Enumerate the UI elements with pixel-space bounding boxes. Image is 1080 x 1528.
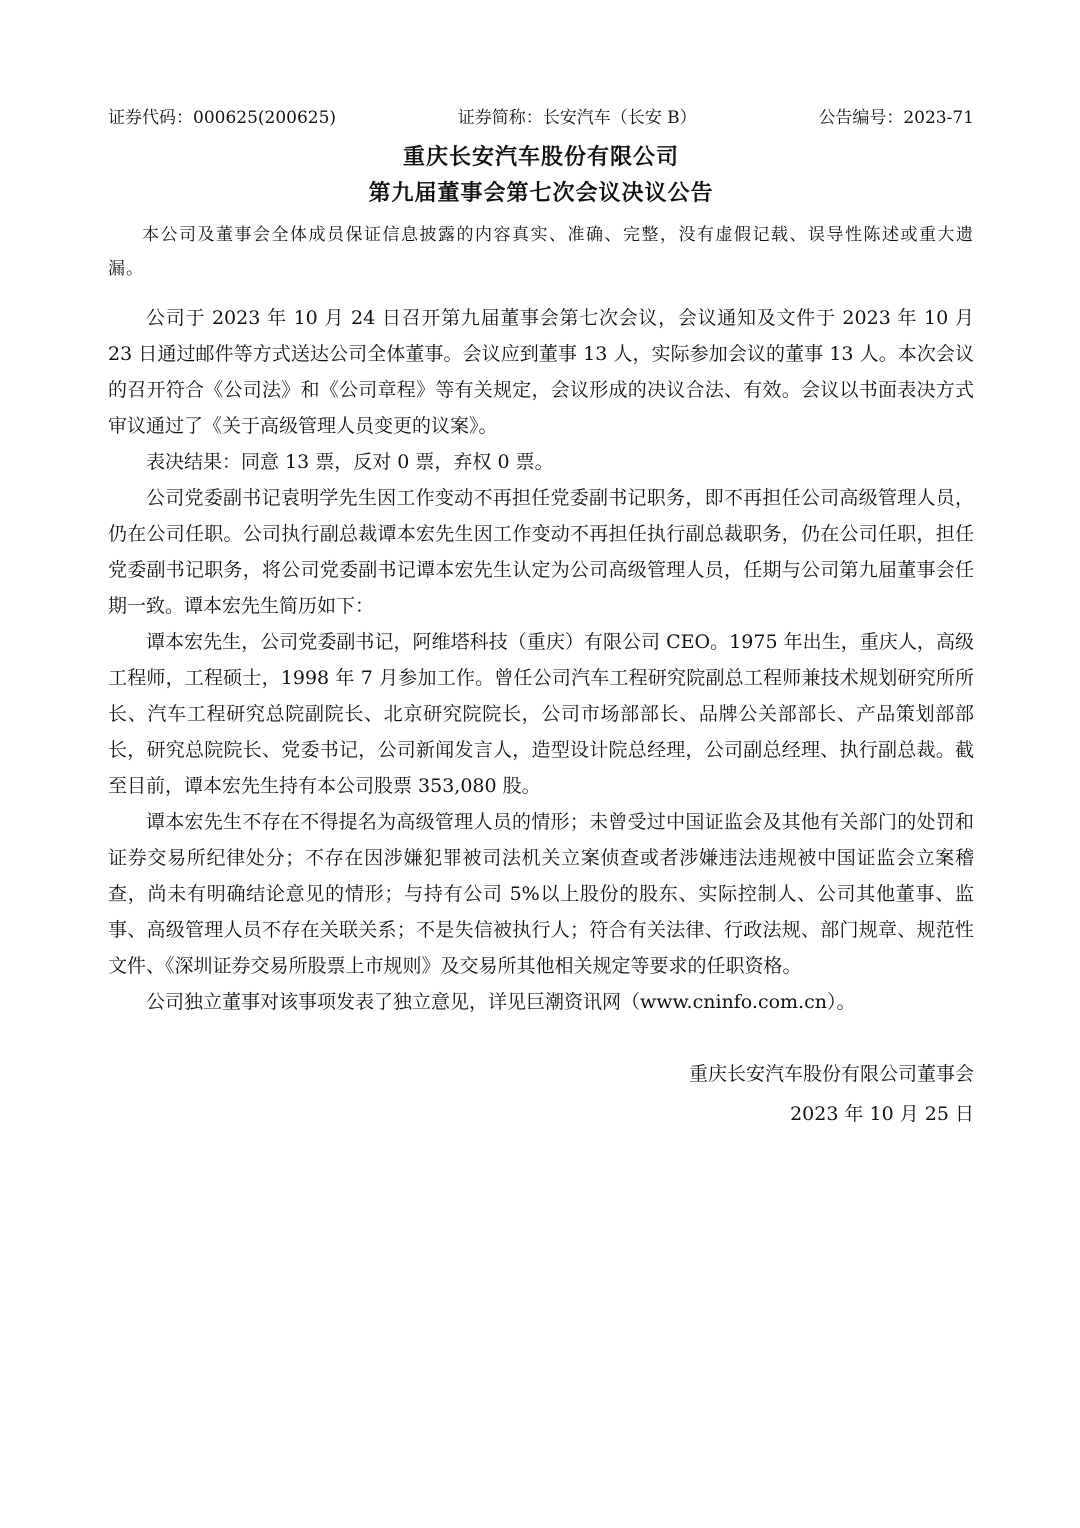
paragraph-independent-opinion: 公司独立董事对该事项发表了独立意见，详见巨潮资讯网（www.cninfo.com.cn）。 [146, 991, 856, 1013]
company-title: 重庆长安汽车股份有限公司 [402, 145, 679, 170]
paragraph-resume: 谭本宏先生，公司党委副书记，阿维塔科技（重庆）有限公司 CEO。1975 年出生，重庆人，高级工程师，工程硕士，1998 年 7 月参加工作。曾任公司汽车工程研究院副总工程师兼技术规划研究所所长、汽车工程研究总院副院长、北京研究院院长，公司市场部部长、品牌公关部部长、产品策划部部长，研究总院院长、党委书记，公司新闻发言人，造型设计院总经理，公司副总经理、执行副总裁。截至目前，谭本宏先生持有本公司股票 353,080 股。 [108, 631, 974, 797]
stock-name: 证券简称：长安汽车（长安 B） [457, 108, 697, 128]
paragraph-personnel-change: 公司党委副书记袁明学先生因工作变动不再担任党委副书记职务，即不再担任公司高级管理人员，仍在公司任职。公司执行副总裁谭本宏先生因工作变动不再担任执行副总裁职务，仍在公司任职，担任党委副书记职务，将公司党委副书记谭本宏先生认定为公司高级管理人员，任期与公司第九届董事会任期一致。谭本宏先生简历如下： [108, 487, 974, 617]
paragraph-vote-result: 表决结果：同意 13 票，反对 0 票，弃权 0 票。 [146, 451, 554, 473]
signature-date: 2023 年 10 月 25 日 [790, 1103, 974, 1125]
announcement-title: 第九届董事会第七次会议决议公告 [368, 181, 714, 206]
announcement-number: 公告编号：2023-71 [818, 108, 974, 128]
disclosure-statement: 本公司及董事会全体成员保证信息披露的内容真实、准确、完整，没有虚假记载、误导性陈述或重大遗漏。 [108, 225, 974, 279]
paragraph-meeting: 公司于 2023 年 10 月 24 日召开第九届董事会第七次会议，会议通知及文件于 2023 年 10 月 23 日通过邮件等方式送达公司全体董事。会议应到董事 13 人，实际参加会议的董事 13 人。本次会议的召开符合《公司法》和《公司章程》等有关规定，会议形成的决议合法、有效。会议以书面表决方式审议通过了《关于高级管理人员变更的议案》。 [108, 307, 974, 437]
signature-company: 重庆长安汽车股份有限公司董事会 [688, 1063, 974, 1085]
announcement-page [108, 104, 974, 1134]
document-header [108, 104, 974, 132]
stock-code: 证券代码：000625(200625) [108, 108, 337, 128]
paragraph-qualification: 谭本宏先生不存在不得提名为高级管理人员的情形；未曾受过中国证监会及其他有关部门的处罚和证券交易所纪律处分；不存在因涉嫌犯罪被司法机关立案侦查或者涉嫌违法违规被中国证监会立案稽查，尚未有明确结论意见的情形；与持有公司 5%以上股份的股东、实际控制人、公司其他董事、监事、高级管理人员不存在关联关系；不是失信被执行人；符合有关法律、行政法规、部门规章、规范性文件、《深圳证券交易所股票上市规则》及交易所其他相关规定等要求的任职资格。 [108, 811, 974, 977]
